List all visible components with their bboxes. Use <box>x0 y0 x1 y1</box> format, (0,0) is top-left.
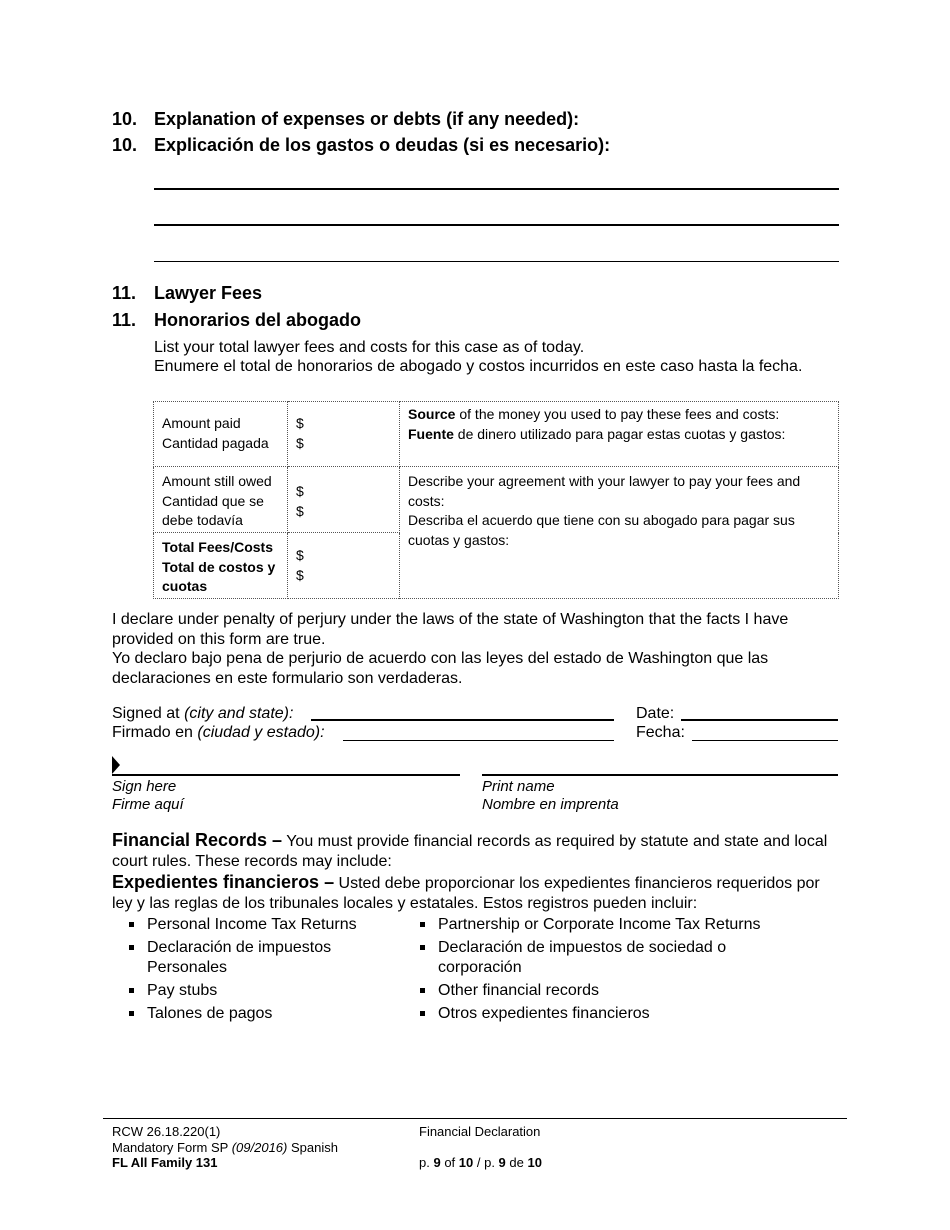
financial-records-text-en: You must provide financial records as required by statute and state and local court rules. These records may include: <box>112 833 828 870</box>
financial-records-es <box>112 872 840 914</box>
sign-here-es: Firme aquí <box>112 796 184 813</box>
date-input-es[interactable] <box>692 740 838 741</box>
print-name-en: Print name <box>482 778 555 795</box>
signed-at-input[interactable] <box>311 719 614 721</box>
source-text-en: of the money you used to pay these fees and costs: <box>455 406 780 422</box>
explanation-line-2[interactable] <box>154 224 839 226</box>
print-name-line[interactable] <box>482 774 838 776</box>
financial-records-en <box>112 830 840 872</box>
amount-paid-label-en: Amount paid <box>162 415 241 431</box>
source-bold-en: Source <box>408 406 456 422</box>
total-value-en[interactable]: $ <box>296 547 304 563</box>
list-item: Talones de pagos <box>127 1004 392 1024</box>
page-p: p. <box>419 1155 434 1170</box>
signature-line[interactable] <box>112 774 460 776</box>
signed-at-italic-en: (city and state): <box>184 705 294 722</box>
signed-at-label-en <box>112 704 293 724</box>
signed-at-input-es[interactable] <box>343 740 614 741</box>
list-item: Partnership or Corporate Income Tax Returns <box>418 915 818 935</box>
financial-records-heading-es: Expedientes financieros – <box>112 872 335 892</box>
amount-owed-value-en[interactable]: $ <box>296 483 304 499</box>
sign-here-label <box>112 778 184 814</box>
footer-page-number <box>419 1155 542 1171</box>
amount-owed-label-en: Amount still owed <box>162 473 272 489</box>
footer-left <box>112 1124 338 1171</box>
section-10-number-en: 10. <box>112 109 138 129</box>
print-name-label <box>482 778 619 814</box>
section-11-number-es: 11. <box>112 310 137 330</box>
date-label-es: Fecha: <box>636 724 685 741</box>
print-name-es: Nombre en imprenta <box>482 796 619 813</box>
section-10-number-es: 10. <box>112 135 138 155</box>
financial-records-text-es: Usted debe proporcionar los expedientes financieros requeridos por ley y las reglas de los tribunales locales y estatales. Estos registros pueden incluir: <box>112 875 820 912</box>
footer-form-suffix: Spanish <box>287 1139 338 1155</box>
page-total-es: 10 <box>527 1155 542 1170</box>
footer-rcw: RCW 26.18.220(1) <box>112 1124 221 1139</box>
lawyer-fees-instruction-en: List your total lawyer fees and costs for this case as of today. <box>154 339 585 356</box>
list-item: Declaración de impuestos Personales <box>127 938 392 978</box>
source-label-en <box>408 405 830 425</box>
source-text-es: de dinero utilizado para pagar estas cuotas y gastos: <box>453 425 786 442</box>
amount-owed-label-es: Cantidad que se debe todavía <box>162 492 264 528</box>
records-list-left <box>127 915 392 1027</box>
list-item: Pay stubs <box>127 981 392 1001</box>
page-num: 9 <box>433 1155 441 1170</box>
page-de: de <box>505 1155 528 1170</box>
footer-form-id: FL All Family 131 <box>112 1155 218 1170</box>
date-input[interactable] <box>681 719 838 721</box>
records-list-right <box>418 915 818 1027</box>
declaration-es: Yo declaro bajo pena de perjurio de acuerdo con las leyes del estado de Washington que las declaraciones en este formulario son verdaderas. <box>112 650 769 687</box>
page-total: 10 <box>458 1155 474 1170</box>
amount-paid-value-en[interactable]: $ <box>296 415 304 431</box>
signed-at-text-en: Signed at <box>112 705 185 722</box>
amount-paid-label-es: Cantidad pagada <box>162 434 269 451</box>
footer-form-date: (09/2016) <box>231 1139 288 1155</box>
signed-at-italic-es: (ciudad y estado): <box>197 724 325 741</box>
page-of: of <box>440 1155 459 1170</box>
list-item: Otros expedientes financieros <box>418 1004 818 1024</box>
sign-here-en: Sign here <box>112 778 177 795</box>
total-value-es[interactable]: $ <box>296 566 304 583</box>
footer-form <box>112 1140 338 1156</box>
explanation-line-1[interactable] <box>154 188 839 190</box>
total-label-en: Total Fees/Costs <box>162 539 273 555</box>
signature-arrow-icon <box>112 756 121 774</box>
signed-at-text-es: Firmado en <box>112 724 198 741</box>
total-label-es: Total de costos y cuotas <box>162 558 276 594</box>
source-bold-es: Fuente <box>408 425 454 442</box>
amount-paid-value-es[interactable]: $ <box>296 434 304 451</box>
section-11-number-en: 11. <box>112 283 137 303</box>
lawyer-fees-table <box>153 401 839 599</box>
footer-title: Financial Declaration <box>419 1124 541 1139</box>
list-item: Declaración de impuestos de sociedad o corporación <box>418 938 778 978</box>
agreement-label-es: Describa el acuerdo que tiene con su abogado para pagar sus cuotas y gastos: <box>408 512 795 548</box>
amount-owed-value-es[interactable]: $ <box>296 502 304 519</box>
declaration-en: I declare under penalty of perjury under the laws of the state of Washington that the facts I have provided on this form are true. <box>112 611 789 648</box>
agreement-label-en: Describe your agreement with your lawyer to pay your fees and costs: <box>408 473 801 509</box>
page-num-es: 9 <box>498 1155 506 1170</box>
footer-form-prefix: Mandatory Form SP <box>112 1139 232 1155</box>
list-item: Other financial records <box>418 981 818 1001</box>
financial-records-heading-en: Financial Records – <box>112 830 283 850</box>
signed-at-label-es <box>112 723 325 743</box>
lawyer-fees-instruction-es: Enumere el total de honorarios de abogado y costos incurridos en este caso hasta la fecha. <box>154 358 803 375</box>
section-10-title-es: Explicación de los gastos o deudas (si es necesario): <box>154 135 611 155</box>
list-item: Personal Income Tax Returns <box>127 915 392 935</box>
source-label-es <box>408 425 830 445</box>
section-10-title-en: Explanation of expenses or debts (if any needed): <box>154 109 580 129</box>
section-11-title-en: Lawyer Fees <box>154 283 263 303</box>
page-sep: / p. <box>473 1155 499 1170</box>
section-11-title-es: Honorarios del abogado <box>154 310 362 330</box>
footer-divider <box>103 1118 847 1119</box>
explanation-line-3[interactable] <box>154 261 839 262</box>
date-label-en: Date: <box>636 705 675 722</box>
